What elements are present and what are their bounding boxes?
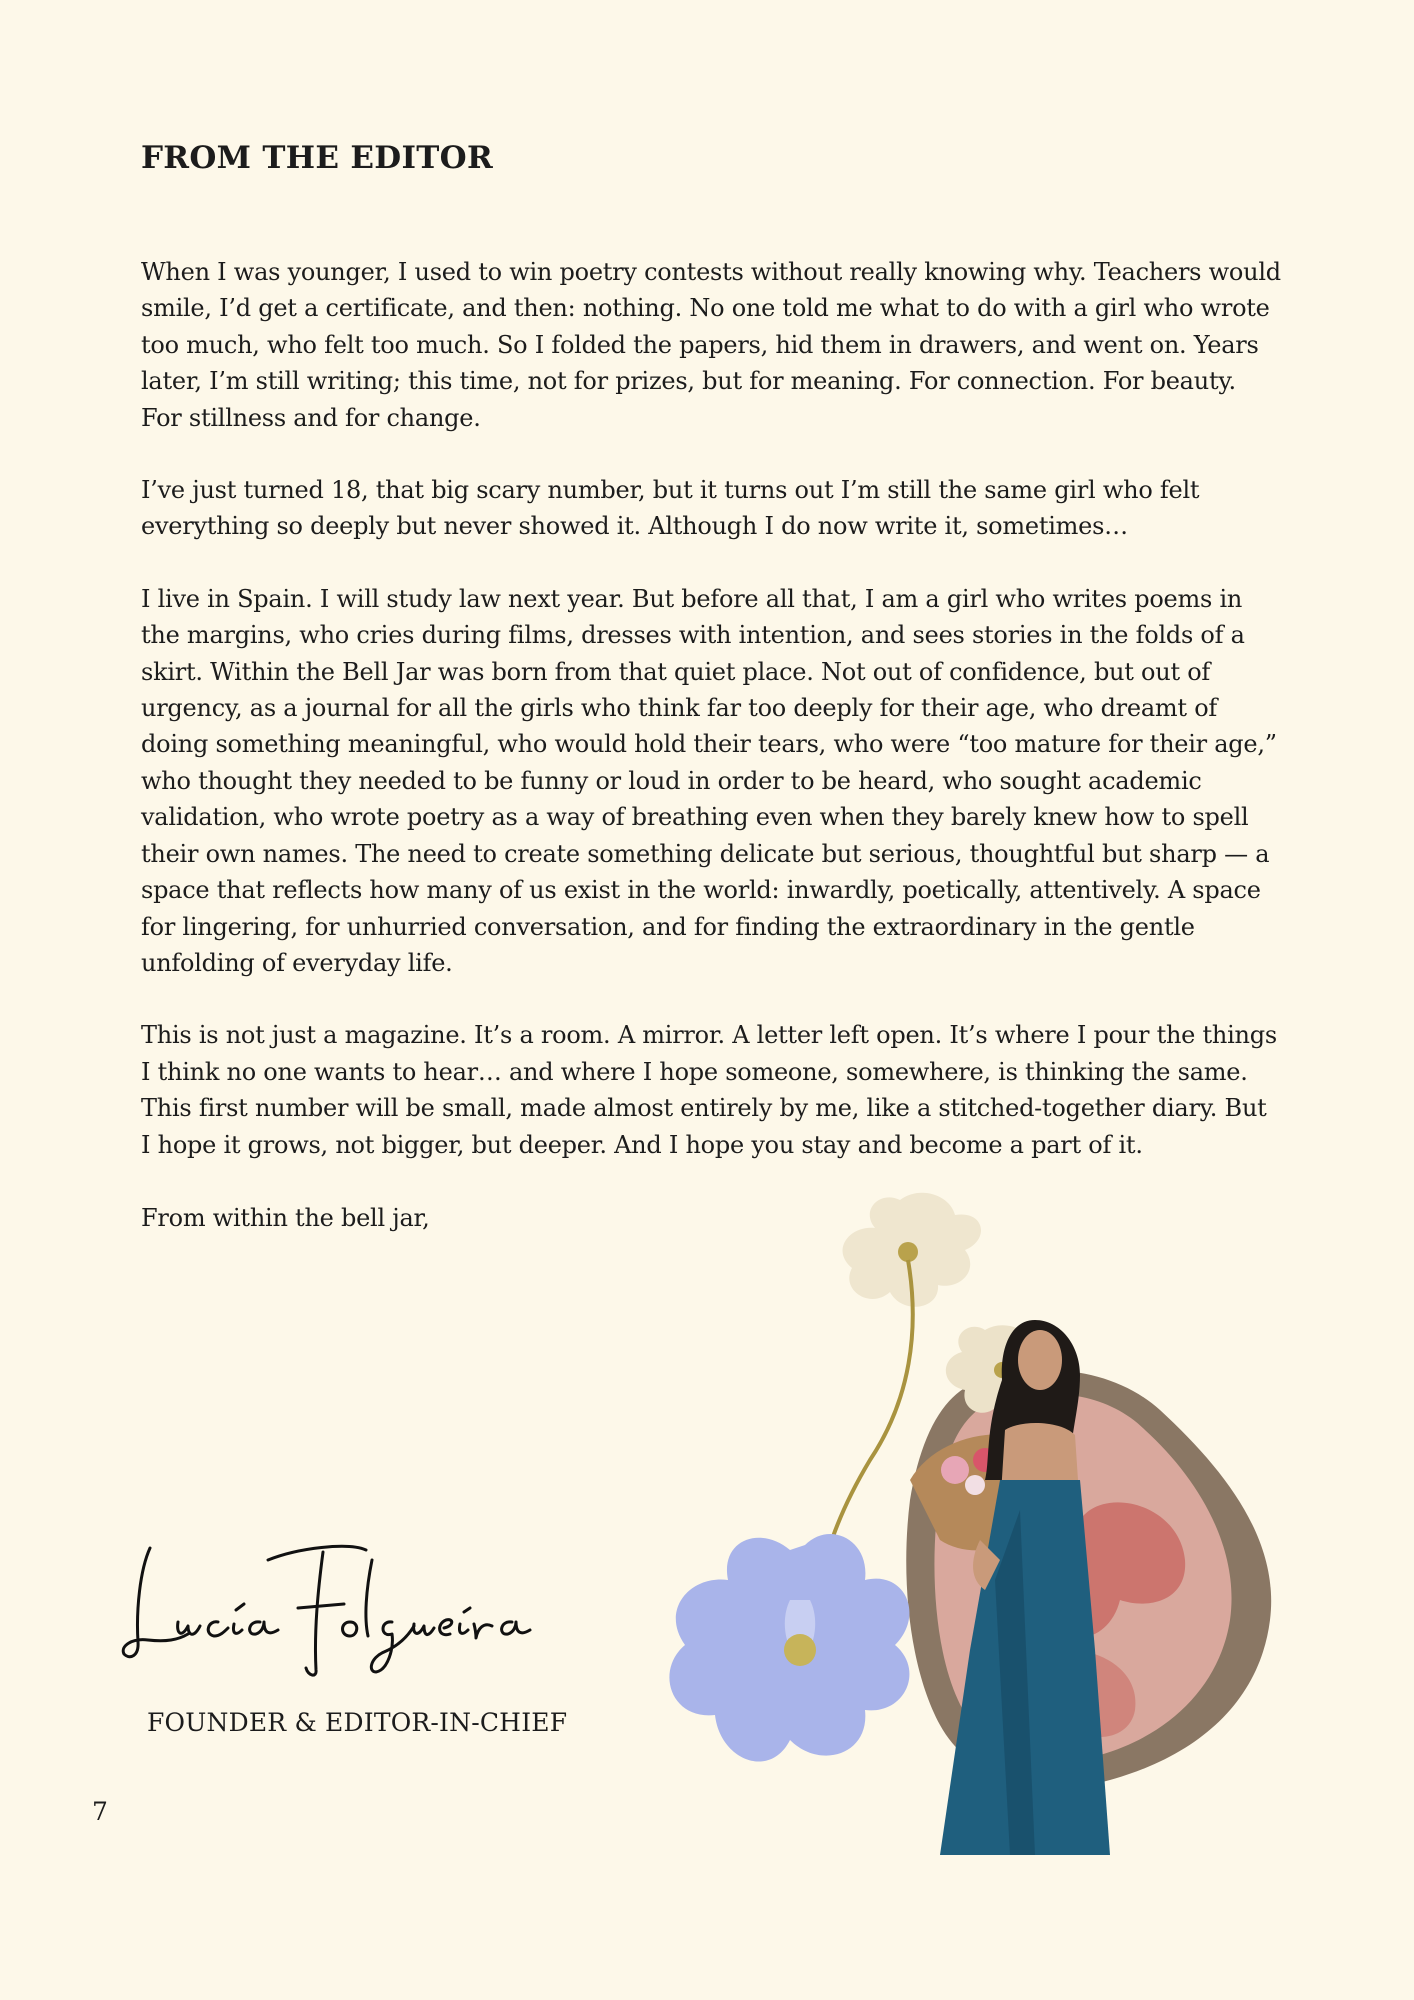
paragraph: When I was younger, I used to win poetry contests without really knowing why. Teachers would smile, I’d get a certificate, and then: nothing. No one told me what to do with a girl who wrote too much, who felt too much. So I folded the papers, hid them in drawers, and went on. Years later, I’m still writing; this time, not for prizes, but for meaning. For connection. For beauty. For stillness and for change. bbox=[141, 258, 1281, 432]
paragraph: I live in Spain. I will study law next year. But before all that, I am a girl who writes poems in the margins, who cries during films, dresses with intention, and sees stories in the folds of a skirt. Within the Bell Jar was born from that quiet place. Not out of confidence, but out of urgency, as a journal for all the girls who think far too deeply for their age, who dreamt of doing something meaningful, who would hold their tears, who were “too mature for their age,” who thought they needed to be funny or loud in order to be heard, who sought academic validation, who wrote poetry as a way of breathing even when they barely knew how to spell their own names. The need to create something delicate but serious, thoughtful but sharp — a space that reflects how many of us exist in the world: inwardly, poetically, attentively. A space for lingering, for unhurried conversation, and for finding the extraordinary in the gentle unfolding of everyday life. bbox=[141, 584, 1277, 977]
author-role: FOUNDER & EDITOR-IN-CHIEF bbox=[147, 1708, 568, 1737]
paragraph: This is not just a magazine. It’s a room. A mirror. A letter left open. It’s where I pour the things I think no one wants to hear… and where I hope someone, somewhere, is thinking the same. This first number will be small, made almost entirely by me, like a stitched-together diary. But I hope it grows, not bigger, but deeper. And I hope you stay and become a part of it. bbox=[141, 1021, 1277, 1159]
signature-image bbox=[118, 1530, 538, 1680]
paragraph: I’ve just turned 18, that big scary number, but it turns out I’m still the same girl who felt everything so deeply but never showed it. Although I do now write it, sometimes… bbox=[141, 476, 1200, 541]
page-number: 7 bbox=[92, 1797, 108, 1826]
page-title: FROM THE EDITOR bbox=[141, 140, 494, 176]
signoff-line: From within the bell jar, bbox=[141, 1204, 430, 1232]
blue-flower bbox=[669, 1534, 909, 1762]
collage-illustration bbox=[640, 1180, 1290, 1860]
editor-letter-body bbox=[141, 254, 1281, 1199]
